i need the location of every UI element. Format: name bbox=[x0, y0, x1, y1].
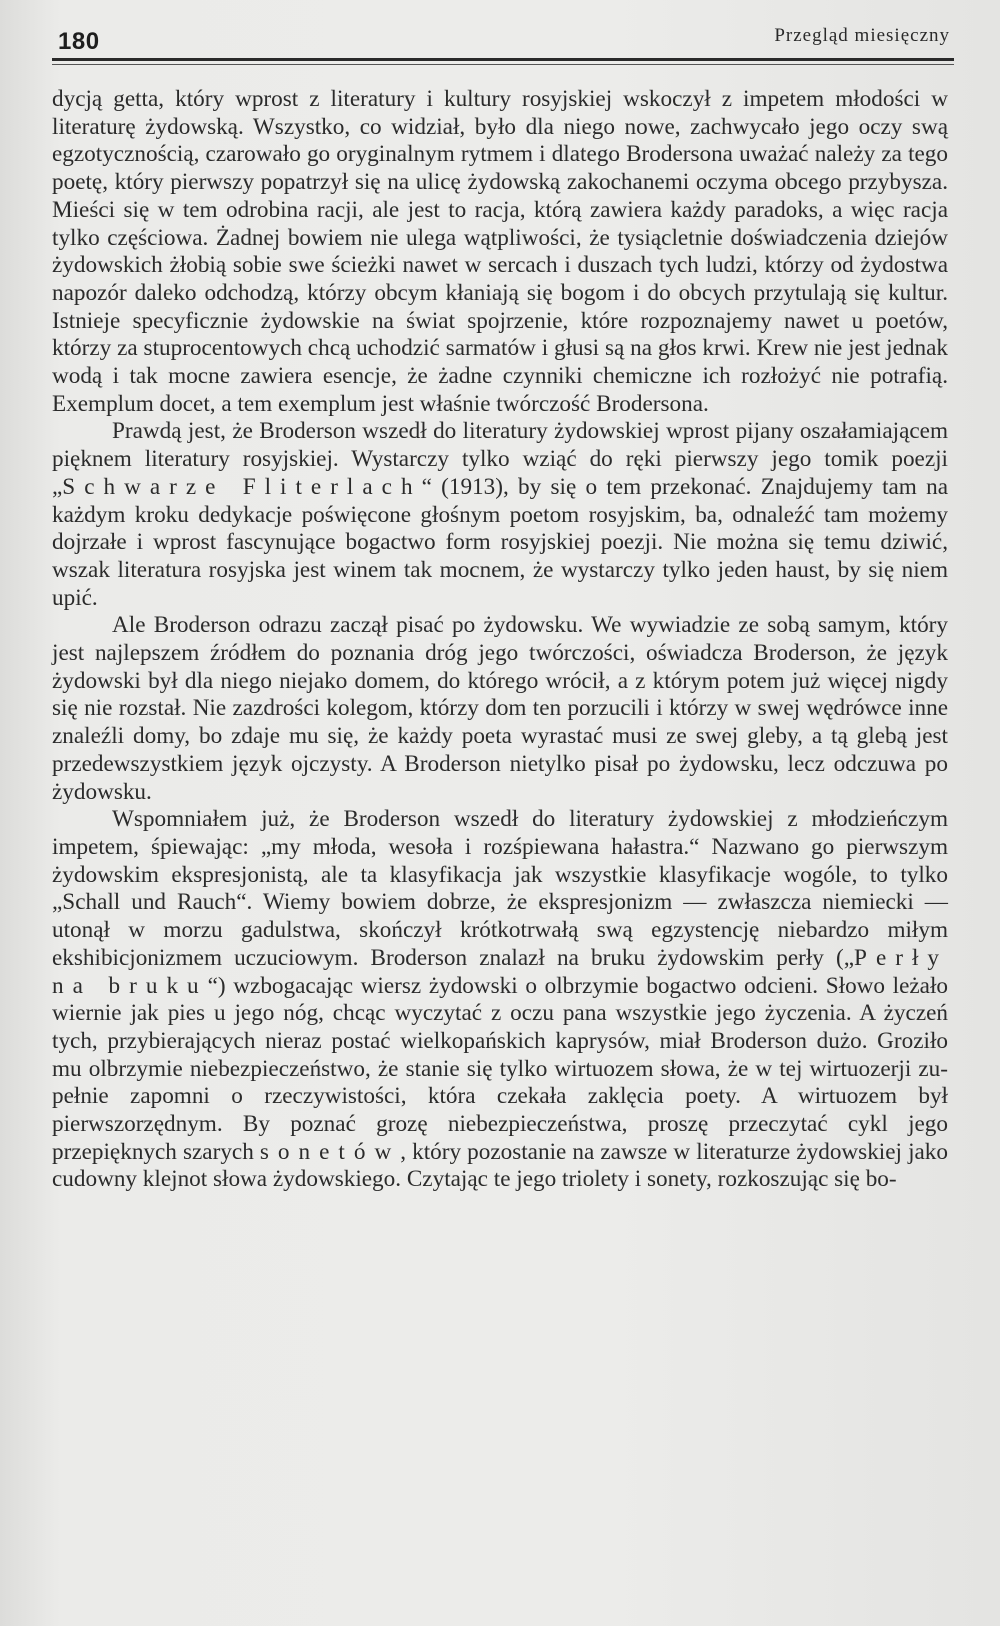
spaced-title: Schwarze Fliterlach bbox=[62, 473, 422, 500]
paragraph bbox=[52, 612, 948, 806]
text-segment: Ale Broderson odrazu zaczął pisać po żydowsku. We wywiadzie ze sobą samym, który jest najlepszem źródłem do poznania dróg jego twórczości, oświadcza Broderson, że język żydowski był dla niego niejako domem, do którego wrócił, a z którym potem już więcej nigdy się nie rozstał. Nie zazdrości kolegom, którzy dom ten porzucili i którzy w swej wędrówce inne znaleźli domy, bo zdaje mu się, że każdy poeta wyrastać musi ze swej gleby, a tą glebą jest przedewszystkiem język ojczysty. A Broderson nietylko pisał po żydowsku, lecz odczuwa po żydowsku. bbox=[52, 612, 948, 805]
paragraph bbox=[52, 86, 948, 418]
running-title: Przegląd miesięczny bbox=[774, 25, 950, 46]
text-segment: “) wzbogacając wiersz żydowski o olbrzymie bogactwo odcieni. Słowo leżało wiernie jak pies u jego nóg, chcąc wyczytać z oczu pana wszystkie jego życzenia. A życzeń tych, przybierających nieraz postać wielkopańskich kaprysów, miał Broderson dużo. Groziło mu olbrzymie niebezpieczeństwo, że stanie się tylko wirtuozem słowa, że w tej wirtuozerji zupełnie zapomni o rzeczywistości, która czekała zaklęcia poety. A wirtuozem był pierwszorzędnym. By poznać grozę niebezpieczeństwa, proszę przeczytać cykl jego przepięknych szarych bbox=[52, 972, 949, 1165]
spaced-title: sonetów bbox=[259, 1138, 401, 1165]
page-number: 180 bbox=[58, 28, 100, 55]
text-segment: Wspomniałem już, że Broderson wszedł do literatury żydowskiej z młodzieńczym impetem, śpiewając: „my młoda, wesoła i rozśpiewana hałastra.“ Nazwano go pierwszym żydowskim ekspresjonistą, ale ta klasyfikacja jak wszystkie klasyfikacje wogóle, to tylko „Schall und Rauch“. Wiemy bowiem dobrze, że ekspresjonizm — zwłaszcza niemiecki — utonął w morzu gadulstwa, skończył krótkotrwałą swą egzystencję niebardzo miłym ekshibicjonizmem uczuciowym. Broderson znalazł na bruku żydowskim perły („ bbox=[52, 806, 948, 971]
header-rule-thin bbox=[52, 64, 954, 65]
page-header bbox=[52, 20, 954, 64]
header-rule bbox=[52, 58, 954, 61]
spaced-title: Perły na bruku bbox=[52, 944, 948, 999]
text-segment: dycją getta, który wprost z literatury i kultury rosyjskiej wskoczył z impetem młodości w literaturę żydowską. Wszystko, co widział, było dla niego nowe, zachwycało jego oczy swą egzotycznością, czarowało go oryginalnym rytmem i dlatego Brodersona uważać należy za tego poetę, który pierwszy popatrzył się na ulicę żydowską zakochanemi oczyma obcego przybysza. Mieści się w tem odrobina racji, ale jest to racja, którą zawiera każdy paradoks, a więc racja tylko częściowa. Żadnej bowiem nie ulega wątpliwości, że tysiącletnie doświadczenia dziejów żydowskich żłobią sobie swe ścieżki nawet w sercach i duszach tych ludzi, którzy od żydostwa napozór daleko odchodzą, którzy obcym kłaniają się bogom i do obcych przytulają się kultur. Istnieje specyficznie żydowskie na świat spojrzenie, które rozpoznajemy nawet u poetów, którzy za stuprocentowych chcą uchodzić sarmatów i głusi są na głos krwi. Krew nie jest jednak wodą i tak mocne zawiera esencje, że żadne czynniki chemiczne ich rozłożyć nie potrafią. Exemplum docet, a tem exemplum jest właśnie twórczość Brodersona. bbox=[52, 86, 948, 417]
text-segment: Prawdą jest, że Broderson wszedł do literatury żydowskiej wprost pijany oszałamiającem pięknem literatury rosyjskiej. Wystarczy tylko wziąć do ręki pierwszy jego tomik poezji „ bbox=[52, 418, 948, 500]
body-text bbox=[52, 86, 948, 1194]
text-segment: , który pozostanie na zawsze w literaturze żydowskiej jako cudowny klejnot słowa żydowskiego. Czytając te jego triolety i sonety, rozkoszując się bo- bbox=[52, 1138, 948, 1193]
text-segment: “ (1913), by się o tem przekonać. Znajdujemy tam na każdym kroku dedykacje poświęcone głośnym poetom rosyjskim, ba, odnaleźć tam możemy dojrzałe i wprost fascynujące bogactwo form rosyjskiej poezji. Nie można się temu dziwić, wszak literatura rosyjska jest winem tak mocnem, że wystarczy tylko jeden haust, by się niem upić. bbox=[52, 473, 948, 611]
paragraph bbox=[52, 806, 948, 1194]
paragraph bbox=[52, 418, 948, 612]
